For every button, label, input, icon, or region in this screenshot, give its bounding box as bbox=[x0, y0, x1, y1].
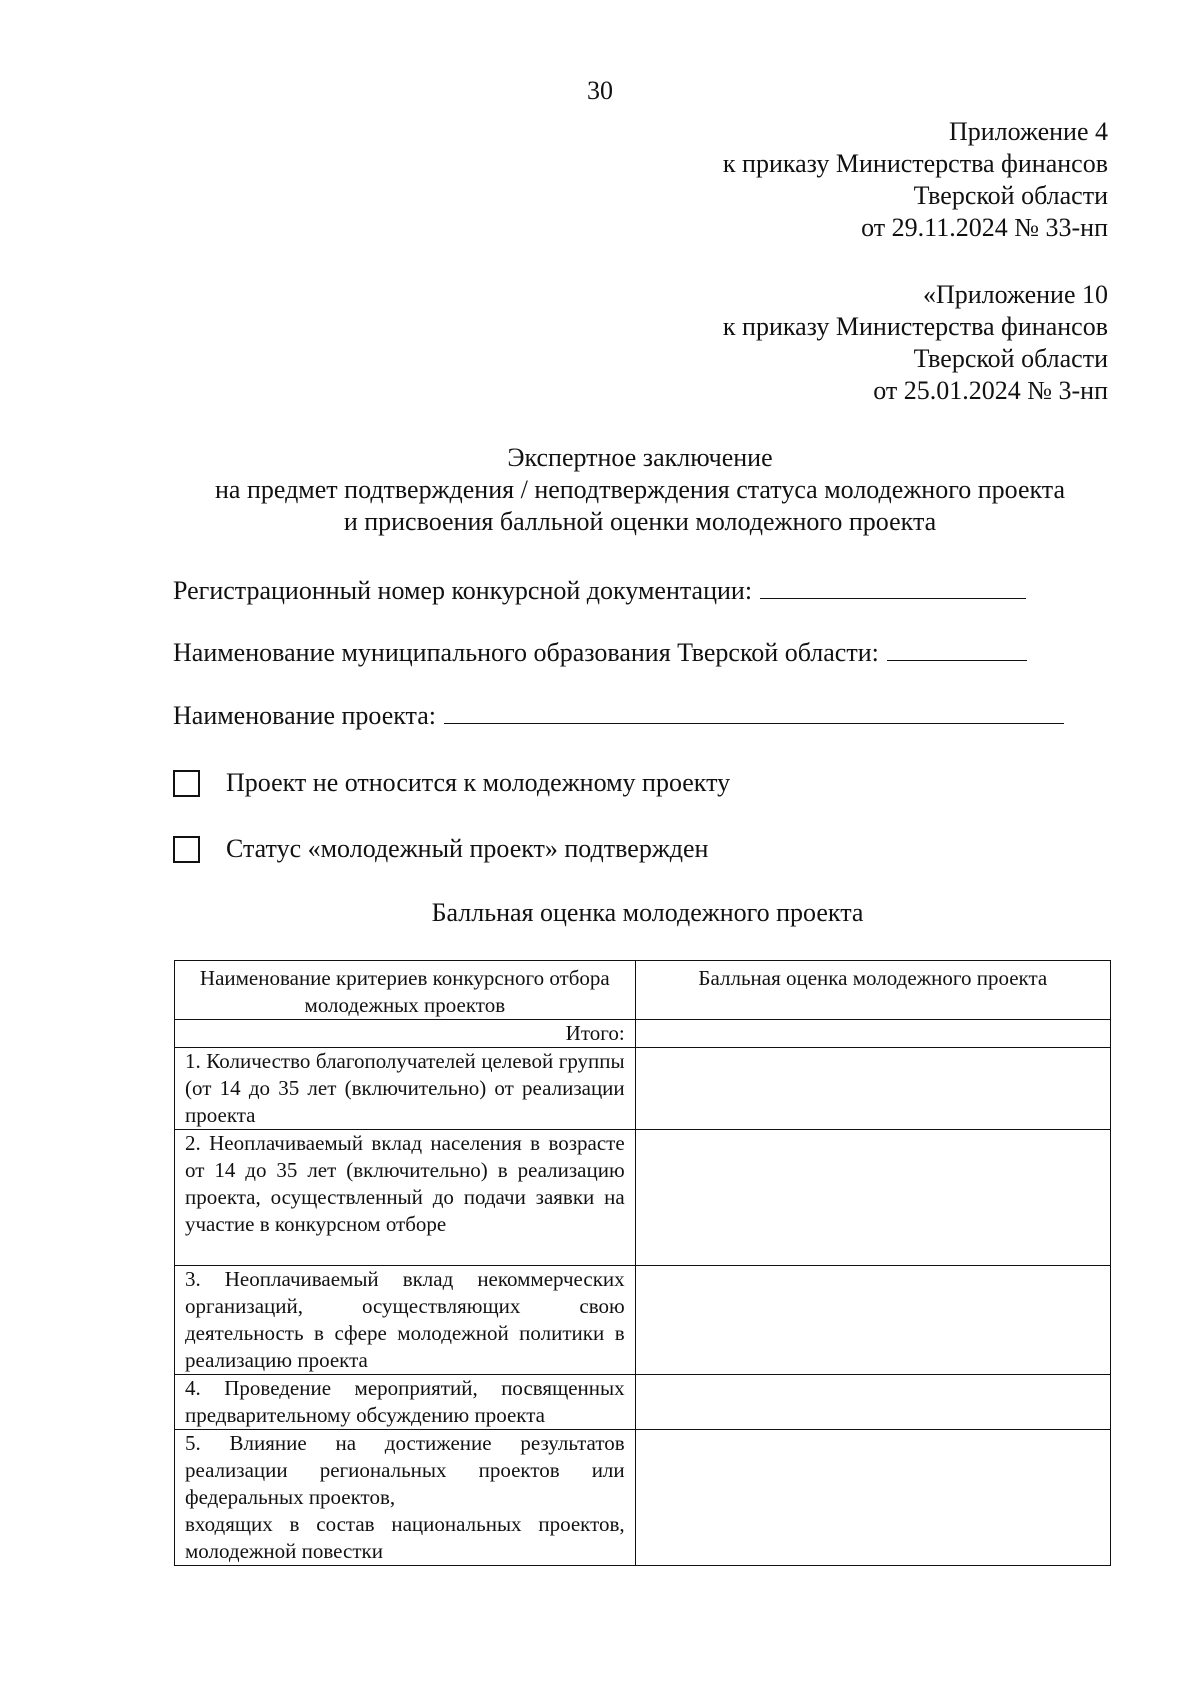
appendix-10-reference bbox=[723, 279, 1108, 407]
total-label: Итого: bbox=[175, 1020, 636, 1048]
criterion-5-line-a: 5. Влияние на достижение результатов реализации региональных проектов или федеральных проектов, bbox=[185, 1431, 625, 1509]
table-row bbox=[175, 1266, 1111, 1375]
section-title: Балльная оценка молодежного проекта bbox=[431, 898, 864, 927]
appendix-line: «Приложение 10 bbox=[922, 280, 1108, 309]
status-confirmed-option bbox=[173, 834, 708, 864]
table-row bbox=[175, 1048, 1111, 1130]
project-name-field bbox=[173, 701, 1064, 731]
title-line: Экспертное заключение bbox=[507, 443, 773, 472]
appendix-line: Тверской области bbox=[913, 344, 1108, 373]
not-youth-project-checkbox[interactable] bbox=[173, 770, 200, 797]
document-title bbox=[160, 442, 1120, 538]
appendix-line: от 29.11.2024 № 33-нп bbox=[861, 213, 1108, 242]
criterion-3: 3. Неоплачиваемый вклад некоммерческих организаций, осуществляющих свою деятельность в сфере молодежной политики в реализацию проекта bbox=[175, 1266, 636, 1375]
registration-number-blank[interactable] bbox=[760, 576, 1026, 599]
title-line: на предмет подтверждения / неподтверждения статуса молодежного проекта bbox=[215, 475, 1065, 504]
score-header: Балльная оценка молодежного проекта bbox=[635, 961, 1110, 1020]
appendix-line: от 25.01.2024 № 3-нп bbox=[873, 376, 1108, 405]
criterion-5-score-cell[interactable] bbox=[635, 1430, 1110, 1566]
total-score-cell[interactable] bbox=[635, 1020, 1110, 1048]
criterion-4-score-cell[interactable] bbox=[635, 1375, 1110, 1430]
criterion-3-score-cell[interactable] bbox=[635, 1266, 1110, 1375]
project-name-label: Наименование проекта: bbox=[173, 701, 436, 730]
criterion-1-score-cell[interactable] bbox=[635, 1048, 1110, 1130]
criteria-table bbox=[174, 960, 1111, 1566]
appendix-4-reference bbox=[723, 116, 1108, 244]
criterion-5 bbox=[175, 1430, 636, 1566]
registration-number-label: Регистрационный номер конкурсной документации: bbox=[173, 576, 753, 605]
municipality-label: Наименование муниципального образования Тверской области: bbox=[173, 638, 879, 667]
criterion-5-line-b: входящих в состав национальных проектов, молодежной повестки bbox=[185, 1512, 625, 1563]
status-confirmed-checkbox[interactable] bbox=[173, 836, 200, 863]
page-number: 30 bbox=[587, 76, 613, 105]
criteria-header: Наименование критериев конкурсного отбора молодежных проектов bbox=[175, 961, 636, 1020]
table-header-row bbox=[175, 961, 1111, 1020]
status-confirmed-label: Статус «молодежный проект» подтвержден bbox=[226, 834, 709, 863]
municipality-blank[interactable] bbox=[887, 638, 1027, 661]
project-name-blank[interactable] bbox=[444, 701, 1064, 724]
criterion-1: 1. Количество благополучателей целевой группы (от 14 до 35 лет (включительно) от реализации проекта bbox=[175, 1048, 636, 1130]
appendix-line: Тверской области bbox=[913, 181, 1108, 210]
appendix-line: к приказу Министерства финансов bbox=[722, 149, 1108, 178]
table-row bbox=[175, 1020, 1111, 1048]
criterion-4: 4. Проведение мероприятий, посвященных предварительному обсуждению проекта bbox=[175, 1375, 636, 1430]
appendix-line: Приложение 4 bbox=[948, 117, 1108, 146]
municipality-field bbox=[173, 638, 1027, 668]
appendix-line: к приказу Министерства финансов bbox=[722, 312, 1108, 341]
table-row bbox=[175, 1130, 1111, 1266]
registration-number-field bbox=[173, 576, 1026, 606]
title-line: и присвоения балльной оценки молодежного проекта bbox=[343, 507, 937, 536]
table-row bbox=[175, 1375, 1111, 1430]
not-youth-project-option bbox=[173, 768, 730, 798]
criterion-2-score-cell[interactable] bbox=[635, 1130, 1110, 1266]
table-row bbox=[175, 1430, 1111, 1566]
not-youth-project-label: Проект не относится к молодежному проекту bbox=[226, 768, 731, 797]
criterion-2: 2. Неоплачиваемый вклад населения в возрасте от 14 до 35 лет (включительно) в реализацию проекта, осуществленный до подачи заявки на участие в конкурсном отборе bbox=[175, 1130, 636, 1266]
